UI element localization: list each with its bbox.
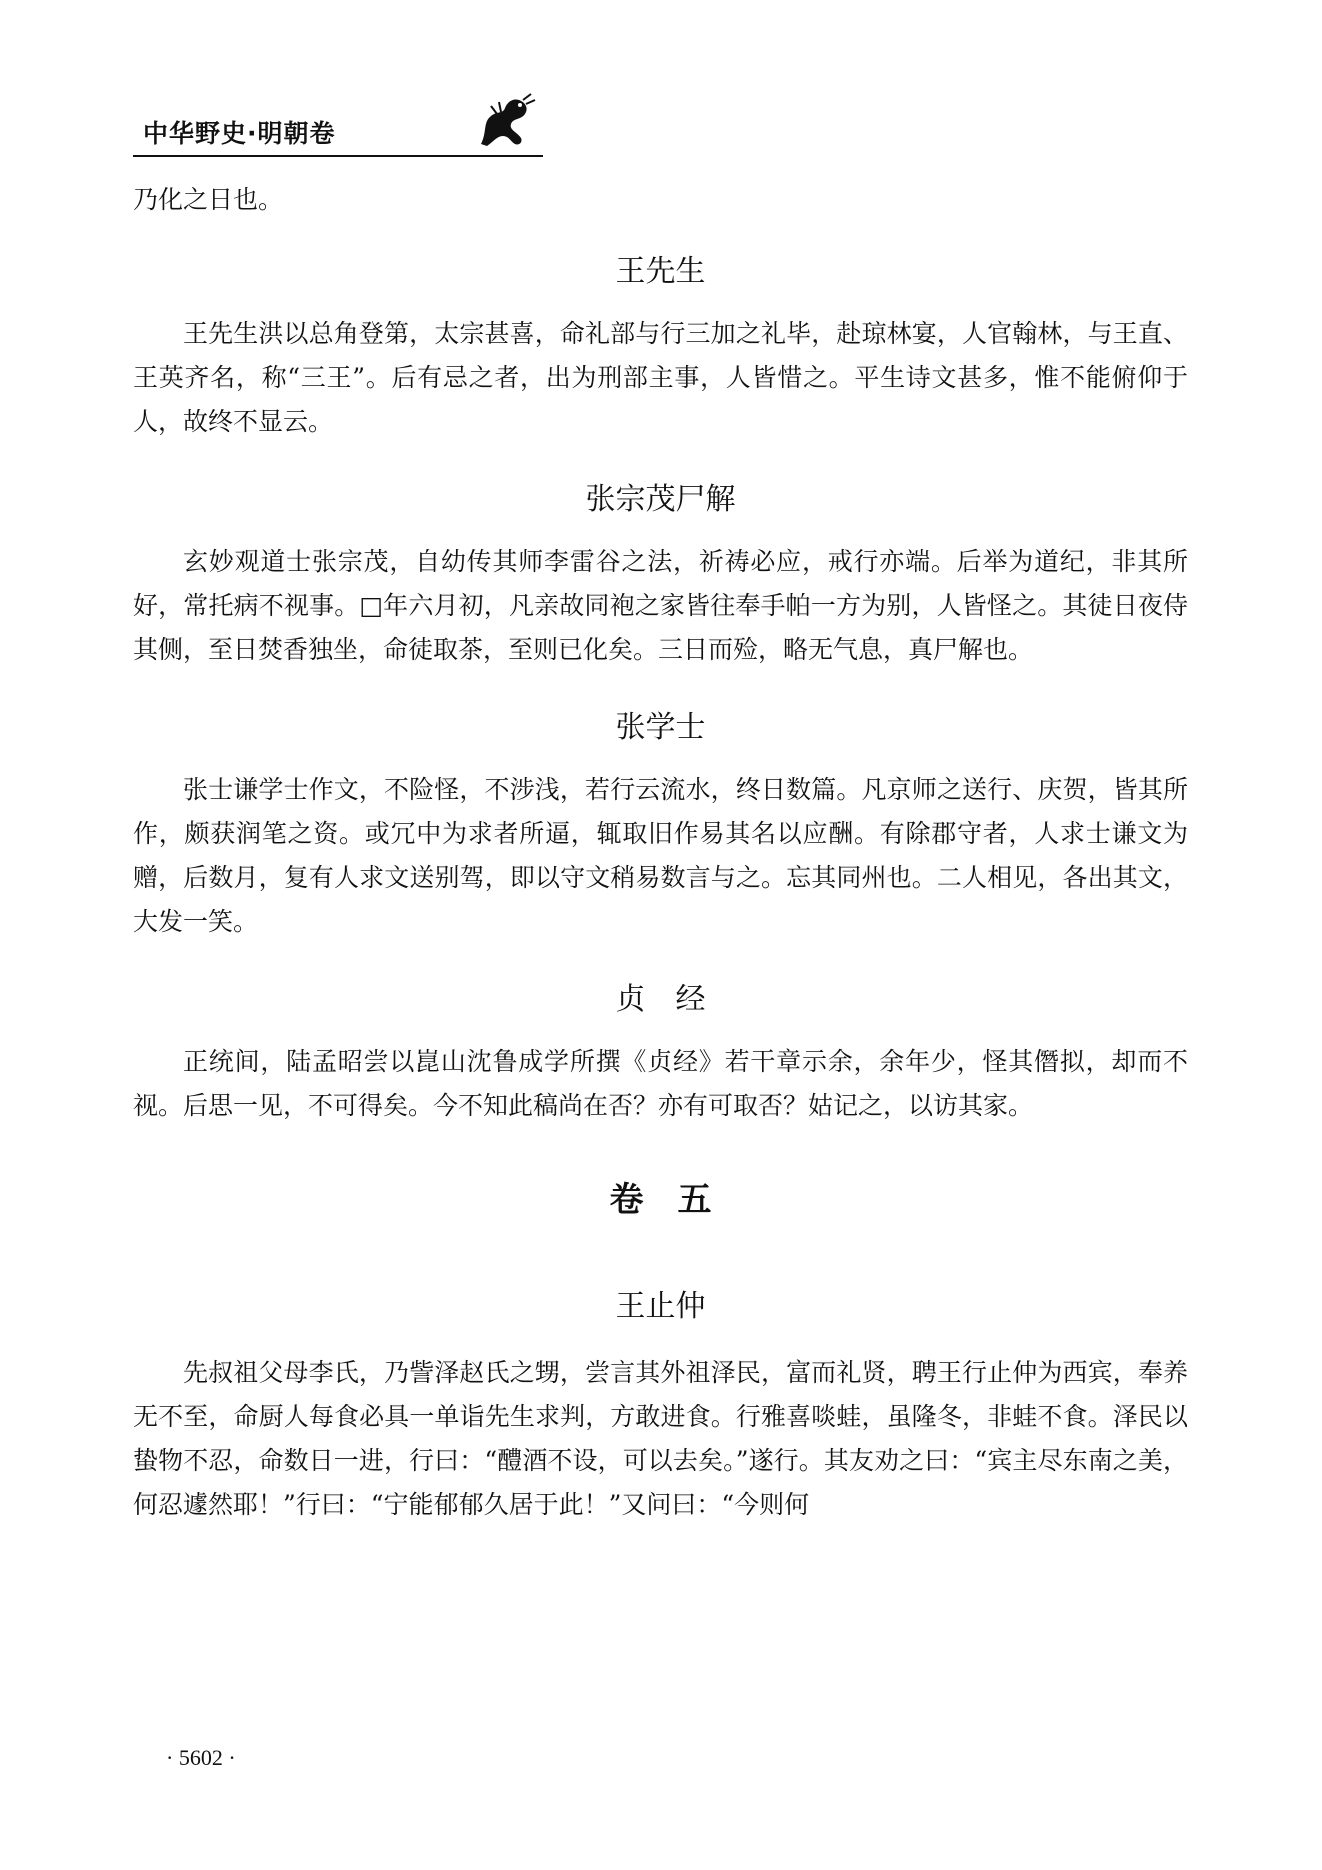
book-title: 中华野史·明朝卷 [143,119,336,148]
section-paragraph: 王先生洪以总角登第，太宗甚喜，命礼部与行三加之礼毕，赴琼林宴，人官翰林，与王直、王英齐名，称“三王”。后有忌之者，出为刑部主事，人皆惜之。平生诗文甚多，惟不能俯仰于人，故终不显云。 [133,319,1188,436]
section-title: 张宗茂尸解 [585,482,736,517]
opening-fragment: 乃化之日也。 [133,185,284,214]
dragon-emblem-icon [473,92,537,152]
section-title: 王止仲 [615,1289,706,1324]
running-header [133,88,543,158]
section-title: 贞 经 [615,982,706,1017]
section-title: 王先生 [615,254,706,289]
section-paragraph: 先叔祖父母李氏，乃訾泽赵氏之甥，尝言其外祖泽民，富而礼贤，聘王行止仲为西宾，奉养无不至，命厨人每食必具一单诣先生求判，方敢进食。行雅喜啖蛙，虽隆冬，非蛙不食。泽民以蛰物不忍，命数日一进，行曰：“醴酒不设，可以去矣。”遂行。其友劝之曰：“宾主尽东南之美，何忍遽然耶！”行曰：“宁能郁郁久居于此！”又问曰：“今则何 [133,1358,1188,1519]
section-paragraph: 玄妙观道士张宗茂，自幼传其师李雷谷之法，祈祷必应，戒行亦端。后举为道纪，非其所好，常托病不视事。□年六月初，凡亲故同袍之家皆往奉手帕一方为别，人皆怪之。其徒日夜侍其侧，至日焚香独坐，命徒取茶，至则已化矣。三日而殓，略无气息，真尸解也。 [133,547,1188,664]
section-title: 张学士 [615,710,706,745]
header-rule [133,155,543,157]
section-paragraph: 正统间，陆孟昭尝以崑山沈鲁成学所撰《贞经》若干章示余，余年少，怪其僭拟，却而不视。后思一见，不可得矣。今不知此稿尚在否？亦有可取否？姑记之，以访其家。 [133,1047,1188,1120]
page-body [133,178,1188,1527]
section-paragraph: 张士谦学士作文，不险怪，不涉浅，若行云流水，终日数篇。凡京师之送行、庆贺，皆其所作，颇获润笔之资。或冗中为求者所逼，辄取旧作易其名以应酬。有除郡守者，人求士谦文为赠，后数月，复有人求文送别驾，即以守文稍易数言与之。忘其同州也。二人相见，各出其文，大发一笑。 [133,775,1188,936]
page-number: · 5602 · [166,1745,236,1770]
volume-title: 卷 五 [609,1180,712,1220]
